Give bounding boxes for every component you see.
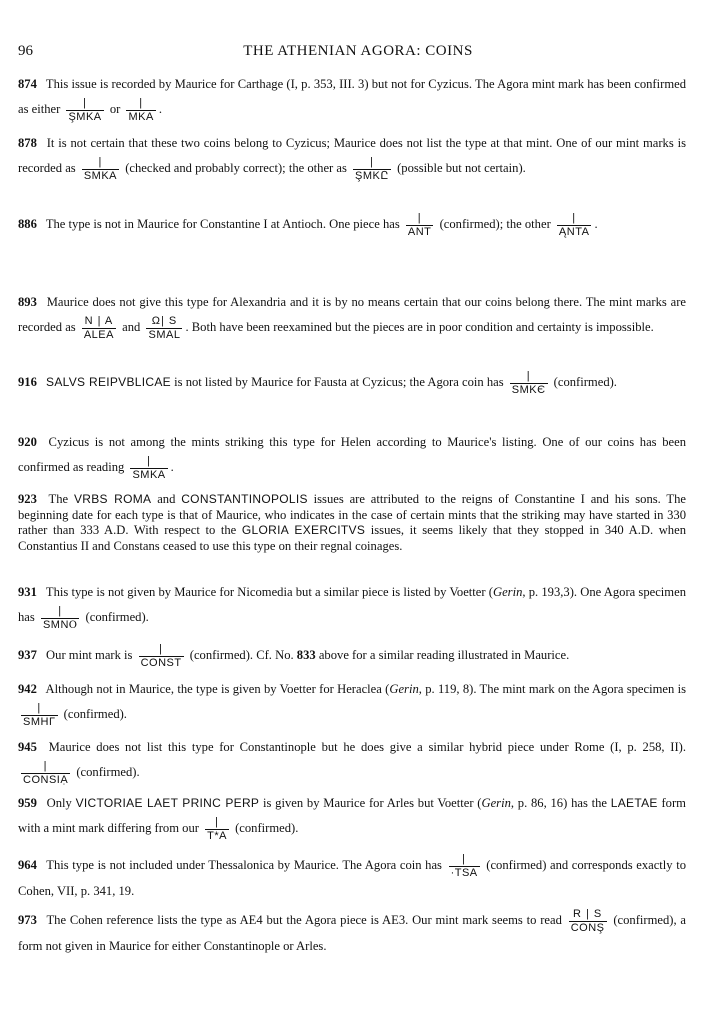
note-text: (confirmed); the other — [439, 217, 551, 231]
note-text: , p. 86, 16) has the — [510, 796, 608, 810]
mint-mark — [21, 761, 70, 786]
note-number: 973 — [18, 913, 37, 927]
note-text: is given by Maurice for Arles but Voetter ( — [263, 796, 482, 810]
note-text: (checked and probably correct); the other as — [125, 161, 347, 175]
note-number: 886 — [18, 217, 37, 231]
mint-mark-top: | — [147, 454, 151, 467]
mint-mark — [21, 703, 58, 728]
note-number: 874 — [18, 77, 37, 91]
note-text: issues are attributed to the reigns of Constantine I and his sons. The beginning date for each type is that of Maurice, who indicates in the case of certain mints that the striking may have started in 330 rather than 333 A.D. With respect to the — [18, 492, 686, 537]
mint-mark-bottom: SMKA — [83, 169, 118, 182]
mint-mark-top: | — [417, 211, 422, 224]
mint-mark-top: | — [370, 155, 374, 168]
mint-mark-top: | — [37, 701, 42, 714]
mint-mark-top: | — [572, 211, 577, 224]
note-text: and — [157, 492, 176, 506]
mint-mark — [205, 817, 229, 842]
running-title: THE ATHENIAN AGORA: COINS — [243, 43, 473, 59]
mint-mark-top: Ω| S — [151, 314, 178, 327]
mint-mark-bottom: SMKЄ — [511, 383, 546, 396]
mint-mark — [66, 98, 103, 123]
mint-mark — [510, 371, 548, 396]
note-number: 931 — [18, 585, 37, 599]
mint-mark-top: | — [526, 369, 531, 382]
note-text: (confirmed). — [76, 765, 140, 779]
note-886 — [18, 212, 686, 238]
mint-mark-top: | — [159, 642, 164, 655]
note-text: Only — [46, 796, 72, 810]
note-number: 920 — [18, 435, 37, 449]
note-text: Although not in Maurice, the type is given by Voetter for Heraclea ( — [45, 682, 390, 696]
page-number: 96 — [18, 43, 33, 59]
mint-mark-bottom: ŞMKԸ — [355, 169, 389, 182]
note-number: 964 — [18, 858, 37, 872]
italic-ref: Gerin — [492, 585, 523, 599]
note-text: or — [109, 102, 121, 116]
page-header — [18, 43, 698, 63]
legend-text: VRBS ROMA — [73, 492, 152, 506]
mint-mark-top: N | A — [84, 314, 114, 327]
note-text: . Both have been reexamined but the pieces are in poor condition and certainty is impossible. — [185, 320, 654, 334]
note-text: (possible but not certain). — [397, 161, 526, 175]
note-text: is not listed by Maurice for Fausta at Cyzicus; the Agora coin has — [174, 375, 504, 389]
mint-mark-bottom: CONST — [140, 656, 182, 669]
note-945 — [18, 735, 686, 786]
mint-mark — [130, 456, 167, 481]
note-text: The — [48, 492, 69, 506]
note-text: Maurice does not list this type for Constantinople but he does give a similar hybrid piece under Rome (I, p. 258, II). — [48, 740, 687, 754]
note-964 — [18, 853, 686, 904]
note-text: and — [122, 320, 141, 334]
note-text: (confirmed). — [63, 707, 127, 721]
note-number: 923 — [18, 492, 37, 506]
legend-text: GLORIA EXERCITVS — [241, 523, 366, 537]
mint-mark-bottom: SMAL — [148, 328, 181, 341]
note-text: The Cohen reference lists the type as AE4 but the Agora piece is AE3. Our mint mark seems to read — [46, 913, 562, 927]
note-text: This type is not given by Maurice for Nicomedia but a similar piece is listed by Voetter ( — [45, 585, 493, 599]
italic-ref: Gerin — [481, 796, 511, 810]
mint-mark-top: | — [139, 96, 144, 109]
mint-mark-bottom: ALEA — [83, 328, 114, 341]
note-923 — [18, 492, 686, 554]
note-text: Maurice does not give this type for Alexandria and it is by no means certain that our coins belong there. The mint marks are recorded as — [18, 295, 686, 334]
note-text: (confirmed) and corresponds exactly to Cohen, VII, p. 341, 19. — [18, 858, 687, 898]
note-text: form with a mint mark differing from our — [18, 796, 686, 835]
mint-mark-bottom: CONSIẠ — [23, 773, 69, 786]
note-937 — [18, 643, 686, 669]
note-878 — [18, 131, 686, 182]
note-text: This issue is recorded by Maurice for Carthage (I, p. 353, III. 3) but not for Cyzicus. The Agora mint mark has been confirmed as either — [18, 77, 686, 116]
note-number: 893 — [18, 295, 37, 309]
note-text: This type is not included under Thessalonica by Maurice. The Agora coin has — [46, 858, 442, 872]
mint-mark-top: | — [83, 96, 87, 109]
legend-text: CONSTANTINOPOLIS — [181, 492, 308, 506]
mint-mark-top: | — [215, 815, 219, 828]
note-text: , p. 119, 8). The mint mark on the Agora specimen is — [418, 682, 686, 696]
note-920 — [18, 430, 686, 481]
note-text: It is not certain that these two coins belong to Cyzicus; Maurice does not list the type at that mint. One of our mint marks is recorded as — [18, 136, 686, 175]
note-893 — [18, 290, 686, 341]
note-number: 945 — [18, 740, 37, 754]
note-text: above for a similar reading illustrated in Maurice. — [318, 648, 570, 662]
mint-mark-bottom: SMHΓ — [23, 715, 56, 728]
mint-mark-bottom: T*A — [207, 829, 227, 842]
mint-mark — [139, 644, 184, 669]
mint-mark-bottom: ŞMKA — [68, 110, 102, 123]
legend-text: LAETAE — [610, 796, 658, 810]
mint-mark-bottom: ANT — [407, 225, 432, 238]
italic-ref: Gerin — [389, 682, 419, 696]
note-number: 878 — [18, 136, 37, 150]
note-text: The type is not in Maurice for Constantine I at Antioch. One piece has — [45, 217, 400, 231]
mint-mark-top: R | S — [572, 907, 603, 920]
mint-mark-top: | — [462, 852, 467, 865]
cross-reference: 833 — [296, 648, 316, 662]
note-number: 942 — [18, 682, 37, 696]
note-text: (confirmed), a form not given in Maurice for either Constantinople or Arles. — [18, 913, 686, 953]
note-text: Cyzicus is not among the mints striking this type for Helen according to Maurice's listing. One of our coins has been confirmed as reading — [18, 435, 686, 474]
note-916 — [18, 370, 686, 396]
mint-mark — [126, 98, 155, 123]
note-text: . — [594, 217, 598, 231]
note-text: , p. 193,3). One Agora specimen has — [18, 585, 686, 624]
mint-mark — [569, 909, 607, 934]
mint-mark-bottom: SMKA — [132, 468, 166, 481]
note-text: (confirmed). — [235, 821, 299, 835]
note-text: (confirmed). Cf. No. — [189, 648, 294, 662]
mint-mark — [41, 606, 79, 631]
note-931 — [18, 580, 686, 631]
mint-mark-bottom: ·TSA — [450, 866, 478, 879]
note-number: 937 — [18, 648, 37, 662]
note-text: issues, it seems likely that they stopped in 340 A.D. when Constantius II and Constans ceased to use this type on their regnal coinages. — [18, 523, 686, 553]
mint-mark-bottom: ĄNTA — [558, 225, 590, 238]
mint-mark-bottom: SMNⲞ — [42, 618, 78, 631]
note-text: . — [170, 460, 174, 474]
mint-mark-top: | — [98, 155, 103, 168]
mint-mark — [82, 316, 116, 341]
note-959 — [18, 791, 686, 842]
mint-mark — [557, 213, 592, 238]
legend-text: SALVS REIPVBLICAE — [46, 375, 171, 389]
mint-mark — [146, 316, 182, 341]
note-942 — [18, 677, 686, 728]
note-text: (confirmed). — [85, 610, 149, 624]
mint-mark-top: | — [43, 759, 48, 772]
note-text: (confirmed). — [553, 375, 617, 389]
mint-mark-bottom: MKA — [128, 110, 154, 123]
legend-text: VICTORIAE LAET PRINC PERP — [75, 796, 260, 810]
mint-mark — [449, 854, 480, 879]
mint-mark — [406, 213, 434, 238]
mint-mark — [353, 157, 391, 182]
note-text: . — [158, 102, 162, 116]
note-text: Our mint mark is — [46, 648, 133, 662]
note-973 — [18, 908, 686, 959]
note-874 — [18, 72, 686, 123]
mint-mark-bottom: CONŞ — [570, 921, 605, 934]
note-number: 916 — [18, 375, 37, 389]
note-number: 959 — [18, 796, 37, 810]
mint-mark — [82, 157, 119, 182]
mint-mark-top: | — [58, 604, 63, 617]
